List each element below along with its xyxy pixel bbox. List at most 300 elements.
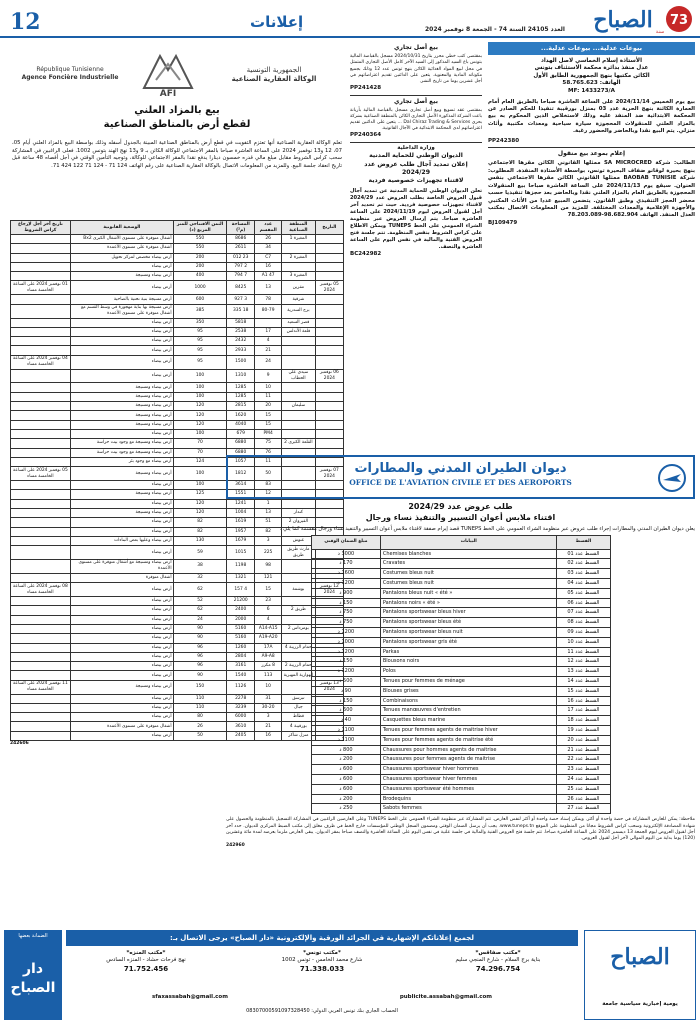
table-cell: 17A — [255, 643, 282, 652]
notice-ref: PP240364 — [350, 132, 382, 139]
table-cell: القسط عدد 07 — [557, 608, 610, 618]
table-cell: بومرداس 2 — [281, 624, 315, 633]
table-cell: Parkas — [381, 647, 557, 657]
column-heading: بيوعات عدلية... بيوعات عدلية... — [488, 42, 695, 55]
table-row — [311, 774, 610, 784]
table-row — [311, 549, 610, 559]
table-row — [11, 272, 344, 281]
announcement-subject: لاقتناء تجهيزات خصوصية فردية — [368, 177, 464, 185]
table-cell: أرض بيضاء ومسيجة مع وجود بيت حراسة — [70, 439, 173, 448]
table-cell: القسط عدد 16 — [557, 696, 610, 706]
table-cell: مارث طريق طريق — [281, 546, 315, 560]
table-row — [11, 392, 344, 401]
table-cell: 1551 — [227, 490, 255, 499]
table-cell: القسط عدد 13 — [557, 667, 610, 677]
table-cell: أرض بيضاء مع وجود بئر — [70, 457, 173, 466]
table-cell: حمام الزريبة 2 — [281, 662, 315, 671]
table-row — [311, 686, 610, 696]
table-cell: 2611 — [227, 244, 255, 253]
table-cell: 24 — [255, 355, 282, 369]
table-row — [311, 676, 610, 686]
table-cell: 1600 د — [311, 569, 381, 579]
table-cell: قلعة الأندلس — [281, 327, 315, 336]
table-cell: 600 د — [311, 765, 381, 775]
table-cell — [315, 411, 343, 420]
table-cell: أرض بيضاء ومسيجة — [70, 680, 173, 694]
table-cell: Cravates — [381, 559, 557, 569]
table-cell: أرض بيضاء ومسيجة — [70, 383, 173, 392]
table-cell: 9 — [255, 369, 282, 383]
table-cell — [315, 429, 343, 438]
table-row — [311, 667, 610, 677]
aviation-header — [226, 455, 695, 499]
table-cell — [11, 634, 71, 643]
table-cell: 08 نوفمبر 2024 على الساعة الخامسة مساء — [11, 583, 71, 597]
tender-col-header: مبلغ الضمان الوقتي — [311, 535, 381, 549]
table-cell: القسط عدد 23 — [557, 765, 610, 775]
table-cell: 10 — [255, 383, 282, 392]
table-row — [311, 804, 610, 814]
table-cell: 80 — [174, 713, 227, 722]
logo-sub: سنة — [655, 29, 665, 35]
table-cell: A14-A15 — [255, 624, 282, 633]
table-cell: 150 د — [311, 657, 381, 667]
tender-lots-table — [226, 535, 695, 815]
table-cell — [281, 262, 315, 271]
table-cell — [11, 318, 71, 327]
table-cell: 31 — [255, 694, 282, 703]
table-cell: أرض بيضاء — [70, 634, 173, 643]
table-cell: 1285 — [227, 383, 255, 392]
table-cell — [11, 346, 71, 355]
commercial-notices-column — [350, 42, 482, 450]
table-cell — [11, 369, 71, 383]
table-cell: القسط عدد 18 — [557, 716, 610, 726]
table-cell: 34 — [255, 244, 282, 253]
table-cell: 3239 — [227, 703, 255, 712]
table-cell: 4 — [255, 615, 282, 624]
table-cell: 1679 — [227, 536, 255, 545]
table-cell — [11, 411, 71, 420]
afi-col-header: الثمن الافتتاحي للمتر المربع (د) — [174, 221, 227, 235]
table-cell: قصر السعيد — [281, 318, 315, 327]
table-cell — [315, 327, 343, 336]
table-cell — [315, 337, 343, 346]
table-cell: Brodequins — [381, 794, 557, 804]
bailiff-address: الكائن مكتبها بنهج الجمهورية الطابق الأول — [533, 72, 650, 79]
table-cell: 4040 — [227, 420, 255, 429]
table-cell — [11, 457, 71, 466]
table-cell: 1619 — [227, 518, 255, 527]
table-cell: القسط عدد 21 — [557, 745, 610, 755]
table-cell — [315, 295, 343, 304]
table-cell: الهوارية المهيرية — [281, 671, 315, 680]
table-cell — [281, 346, 315, 355]
table-row — [11, 439, 344, 448]
table-cell: أرض بيضاء ومسيجة — [70, 508, 173, 517]
table-cell: 150 د — [311, 598, 381, 608]
table-cell: 120 — [174, 420, 227, 429]
table-cell: 2432 — [227, 337, 255, 346]
table-cell: 96 — [174, 643, 227, 652]
table-cell: أرض بيضاء — [70, 652, 173, 661]
table-cell: 1812 — [227, 467, 255, 481]
notice-ref: BC242982 — [350, 250, 382, 257]
table-row — [311, 784, 610, 794]
table-cell: 100 — [174, 467, 227, 481]
table-cell — [11, 304, 71, 318]
table-row — [311, 559, 610, 569]
table-cell: كندار — [281, 508, 315, 517]
table-cell: 113 — [255, 671, 282, 680]
table-cell: 75 — [255, 439, 282, 448]
table-cell — [11, 713, 71, 722]
table-cell: 15 — [255, 411, 282, 420]
table-cell: شرقية — [281, 295, 315, 304]
afi-logo-icon — [138, 50, 198, 100]
table-cell: 3161 — [227, 662, 255, 671]
table-cell — [315, 304, 343, 318]
table-cell — [281, 429, 315, 438]
table-cell: 59 — [174, 546, 227, 560]
table-cell — [11, 694, 71, 703]
table-cell — [281, 383, 315, 392]
table-cell: 21 — [255, 346, 282, 355]
table-cell: 90 — [174, 671, 227, 680]
table-cell — [11, 606, 71, 615]
fr-agency: Agence Foncière Industrielle — [21, 74, 119, 82]
table-cell: أرض بيضاء — [70, 337, 173, 346]
table-cell: 600 د — [311, 784, 381, 794]
table-cell: القسط عدد 22 — [557, 755, 610, 765]
table-cell: 82 — [174, 518, 227, 527]
table-cell: أرض بيضاء — [70, 694, 173, 703]
table-cell: 130 — [174, 536, 227, 545]
table-cell: 121 — [255, 573, 282, 582]
afi-col-header: الوضعية القانونية — [70, 221, 173, 235]
table-cell: 1198 — [227, 559, 255, 573]
table-cell: بورقيبة 4 — [281, 722, 315, 731]
table-cell: Pantalons noirs « été » — [381, 598, 557, 608]
table-cell: 3 — [255, 713, 282, 722]
plane-icon — [657, 463, 687, 493]
table-cell: 1540 — [227, 671, 255, 680]
afi-col-header: المنطقة الصناعية — [281, 221, 315, 235]
table-cell: 100 — [174, 481, 227, 490]
logo-name: الصباح — [593, 7, 653, 33]
paper-tagline: يومية إخبارية سياسية جامعة — [602, 1000, 678, 1007]
table-cell — [11, 429, 71, 438]
table-cell: أرض بيضاء ومسيجة — [70, 467, 173, 481]
table-cell: 21200 — [227, 597, 255, 606]
table-cell: 7 794 — [227, 272, 255, 281]
table-cell: المغيرة 1 — [281, 235, 315, 244]
table-cell: 1500 — [227, 355, 255, 369]
table-cell — [315, 318, 343, 327]
notice-ref: BJ109479 — [488, 219, 518, 226]
email-link[interactable]: sfaxassabah@gmail.com — [151, 994, 228, 1000]
table-cell: أرض بيضاء — [70, 346, 173, 355]
table-cell: 20 — [255, 402, 282, 411]
table-row — [11, 253, 344, 262]
table-cell: 76 — [255, 448, 282, 457]
table-row — [311, 579, 610, 589]
table-cell: 70 — [174, 439, 227, 448]
table-cell: أرض بيضاء — [70, 662, 173, 671]
aviation-office-fr: OFFICE DE L'AVIATION CIVILE ET DES AEROPORTS — [349, 477, 572, 487]
table-cell: 3610 — [227, 722, 255, 731]
table-cell: 1200 د — [311, 667, 381, 677]
table-row — [311, 735, 610, 745]
table-row — [311, 569, 610, 579]
table-cell: 95 — [174, 327, 227, 336]
table-cell: 1310 — [227, 369, 255, 383]
table-cell — [315, 235, 343, 244]
notice-title: بيع أصل تجاري — [394, 97, 438, 105]
table-cell: 200 — [174, 253, 227, 262]
table-cell: 4 — [255, 337, 282, 346]
table-cell: 110 — [174, 703, 227, 712]
table-cell — [11, 722, 71, 731]
table-cell: 6000 — [227, 713, 255, 722]
table-cell — [11, 244, 71, 253]
table-cell: 96 — [174, 662, 227, 671]
table-cell — [315, 383, 343, 392]
table-cell: 12 نوفمبر 2024 — [315, 583, 343, 597]
table-cell — [11, 481, 71, 490]
table-cell: 18 335 — [227, 304, 255, 318]
table-cell: أرض بيضاء — [70, 355, 173, 369]
table-cell — [11, 662, 71, 671]
table-row — [11, 337, 344, 346]
table-cell: أرض بيضاء — [70, 731, 173, 740]
table-cell — [11, 573, 71, 582]
table-cell: القسط عدد 14 — [557, 676, 610, 686]
table-row — [11, 244, 344, 253]
table-row — [11, 369, 344, 383]
table-cell: 8425 — [227, 281, 255, 295]
table-cell: أرض بيضاء — [70, 671, 173, 680]
table-cell: أشغال متوفرة على مستوى الأعمدة — [70, 722, 173, 731]
table-cell: Pantalons sportswear bleus été — [381, 618, 557, 628]
table-cell: Chaussures pour femmes agents de maitrise — [381, 755, 557, 765]
table-cell: Tenues pour femmes de ménage — [381, 676, 557, 686]
table-cell: 1100 د — [311, 735, 381, 745]
table-cell — [11, 624, 71, 633]
table-cell: 3 927 — [227, 295, 255, 304]
table-row — [311, 637, 610, 647]
table-cell: أرض مسيجة بنية تحتية بالضاحية — [70, 295, 173, 304]
afi-col-header: التاريخ — [315, 221, 343, 235]
table-cell — [281, 244, 315, 253]
table-cell: 90 — [174, 634, 227, 643]
table-cell: 2933 — [227, 346, 255, 355]
table-cell: 170 د — [311, 559, 381, 569]
table-cell: 120 — [174, 402, 227, 411]
table-cell: Blousons noirs — [381, 657, 557, 667]
table-cell: 1000 — [174, 281, 227, 295]
table-cell: منزل شاكر — [281, 731, 315, 740]
table-cell: أرض بيضاء ومسيجة — [70, 402, 173, 411]
table-cell: القيروان 2 — [281, 518, 315, 527]
table-cell: 90 — [174, 624, 227, 633]
paper-name: الصباح — [610, 944, 670, 970]
table-cell: 900 د — [311, 588, 381, 598]
table-cell: 1321 — [227, 573, 255, 582]
table-cell — [11, 337, 71, 346]
page-number: 12 — [10, 9, 41, 35]
fr-country: République Tunisienne — [36, 66, 104, 73]
table-row — [311, 608, 610, 618]
table-cell — [315, 402, 343, 411]
table-cell — [315, 420, 343, 429]
table-cell: جبال — [281, 703, 315, 712]
table-cell: 100 — [174, 392, 227, 401]
table-cell: سيدي علي الحطاب — [281, 369, 315, 383]
table-cell: 16 — [255, 262, 282, 271]
table-cell — [11, 731, 71, 740]
table-cell: 2400 — [227, 606, 255, 615]
table-cell — [11, 643, 71, 652]
ministry-name: وزارة الداخلية — [397, 144, 435, 151]
table-cell: القسط عدد 05 — [557, 588, 610, 598]
table-cell: 04 نوفمبر 2024 على الساعة الخامسة مساء — [11, 355, 71, 369]
table-cell: القسط عدد 11 — [557, 647, 610, 657]
table-cell: 1200 د — [311, 627, 381, 637]
table-cell: 3000 د — [311, 549, 381, 559]
table-cell: 2405 — [227, 731, 255, 740]
table-cell: 1620 — [227, 411, 255, 420]
table-row — [11, 402, 344, 411]
table-cell: 1015 — [227, 546, 255, 560]
table-cell: 01 نوفمبر 2024 على الساعة الخامسة مساء — [11, 281, 71, 295]
table-cell: 350 — [174, 318, 227, 327]
table-row — [11, 235, 344, 244]
table-cell: 50 — [174, 731, 227, 740]
table-cell: أرض بيضاء — [70, 518, 173, 527]
table-cell: 1200 د — [311, 579, 381, 589]
table-cell — [11, 508, 71, 517]
table-cell: أرض بيضاء — [70, 546, 173, 560]
table-row — [311, 765, 610, 775]
afi-col-header: المساحة (م²) — [227, 221, 255, 235]
judicial-sales-column — [488, 42, 695, 450]
table-cell: Pantalons bleus nuit « été » — [381, 588, 557, 598]
table-cell: 82 — [255, 527, 282, 536]
table-cell — [11, 518, 71, 527]
table-cell: 400 — [174, 272, 227, 281]
table-cell: القسط عدد 02 — [557, 559, 610, 569]
table-cell: القسط عدد 01 — [557, 549, 610, 559]
dar-name: دار الصباح — [10, 960, 56, 996]
table-cell: أرض بيضاء وعليها بعض البناءات — [70, 536, 173, 545]
office-phone: 71.338.033 — [299, 964, 345, 973]
table-row — [311, 725, 610, 735]
table-cell: Casquettes bleus marine — [381, 716, 557, 726]
table-cell — [11, 295, 71, 304]
footer-heading: لجميع إعلاناتكم الإشهارية في الجرائد الورقية والإلكترونية «دار الصباح» يرجى الاتصال بـ: — [66, 930, 578, 946]
newspaper-logo — [578, 3, 696, 35]
afi-col-header: تاريخ آخر أجل لإرجاع كراس الشروط — [11, 221, 71, 235]
table-cell: 2 797 — [227, 262, 255, 271]
table-cell: Sabots femmes — [381, 804, 557, 814]
table-cell: القسط عدد 09 — [557, 627, 610, 637]
table-cell — [281, 411, 315, 420]
aviation-tender — [226, 455, 695, 915]
table-cell: القسط عدد 04 — [557, 579, 610, 589]
table-row — [11, 327, 344, 336]
table-cell: 100 — [174, 383, 227, 392]
table-cell: برج السدرية — [281, 304, 315, 318]
table-cell: 225 — [255, 546, 282, 560]
issue-info: العدد 24105 السنة 74 - الجمعة 8 نوفمبر 2024 — [425, 26, 565, 33]
ar-country: الجمهورية التونسية — [246, 66, 302, 74]
notice-ref: PP242380 — [488, 137, 520, 144]
table-cell: 51 — [255, 518, 282, 527]
table-cell: سليمان — [281, 402, 315, 411]
table-cell — [315, 253, 343, 262]
table-cell: Pantalons sportswear bleus nuit — [381, 627, 557, 637]
table-cell: 11 — [255, 392, 282, 401]
table-cell: أرض بيضاء ومسيجة مع وجود بيت حراسة — [70, 448, 173, 457]
table-cell: 13 — [255, 281, 282, 295]
table-cell: 6 — [255, 606, 282, 615]
table-cell — [255, 318, 282, 327]
table-cell: 38 — [174, 559, 227, 573]
notice-title: إعلام بموعد بيع منقول — [557, 150, 626, 158]
table-cell: 2538 — [227, 327, 255, 336]
email-link[interactable]: publicite.assabah@gmail.com — [399, 994, 493, 1000]
table-cell: 600 د — [311, 774, 381, 784]
table-row — [311, 657, 610, 667]
table-cell: 83 — [255, 481, 282, 490]
table-cell: أرض بيضاء — [70, 429, 173, 438]
table-cell: 82 — [174, 527, 227, 536]
table-cell: 78 — [255, 295, 282, 304]
table-cell: PM4 — [255, 429, 282, 438]
table-cell: 52 — [174, 597, 227, 606]
table-cell: 62 — [174, 606, 227, 615]
table-cell — [11, 272, 71, 281]
table-cell: Combinaisons — [381, 696, 557, 706]
table-cell: 1285 — [227, 392, 255, 401]
table-cell: أرض مسيجة بها بناية مهجورة في وسط القسم مع أشغال متوفرة على مستوى الأعمدة — [70, 304, 173, 318]
table-cell: أرض بيضاء ومسيجة — [70, 420, 173, 429]
table-row — [11, 411, 344, 420]
notice-body: بيع يوم الخميس 2024/11/14 على الساعة العاشرة صباحا بالطريق العام أمام العمارة الكائنة بنهج الحرية عدد 03 بمنزل بورقيبة تنفيذا للحكم الصادر عن المحكمة الابتدائية ضد المنفذ عليه وذلك لاستخلاص الدين المحكوم به بيع بالمزاد العلني للمنقولات المحجوزة سيارة سياحية ومعدات مكتبية وأثاث منزلي. يتم البيع نقدا وبالحاضر والحضور رغبة. — [488, 98, 695, 135]
notice-body: بمقتضى عقد تسويغ وبيع أصل تجاري مسجل بالقباضة المالية بأريانة باعت الشركة المذكورة الأصل التجاري الكائن بالمنطقة الصناعية بشركة بحري Dal Chiraz Trading & Services ... يتعين على الدائنين تقديم اعتراضاتهم لدى المحكمة الابتدائية في الآجال القانونية. — [350, 107, 482, 132]
table-cell: قطاط — [281, 713, 315, 722]
bailiff-court: عدل منفذ بدائرة محكمة الاستئناف بتونس — [534, 65, 649, 72]
table-cell: أرض بيضاء — [70, 713, 173, 722]
table-cell: 32 — [174, 573, 227, 582]
office-address: بناية برج السلام - شارع المنجي سليم — [455, 957, 541, 964]
table-cell: القسط عدد 19 — [557, 725, 610, 735]
table-cell: 124 — [174, 457, 227, 466]
table-cell — [315, 244, 343, 253]
table-cell: أرض بيضاء — [70, 583, 173, 597]
table-cell — [11, 383, 71, 392]
table-cell: 2804 — [227, 652, 255, 661]
table-row — [311, 598, 610, 608]
table-cell: 40 د — [311, 716, 381, 726]
table-cell: أرض بيضاء ومسيجة — [70, 272, 173, 281]
table-row — [11, 355, 344, 369]
table-cell — [315, 439, 343, 448]
table-cell: 23 012 — [227, 253, 255, 262]
table-cell: 679 — [227, 429, 255, 438]
table-cell: 80-79 — [255, 304, 282, 318]
